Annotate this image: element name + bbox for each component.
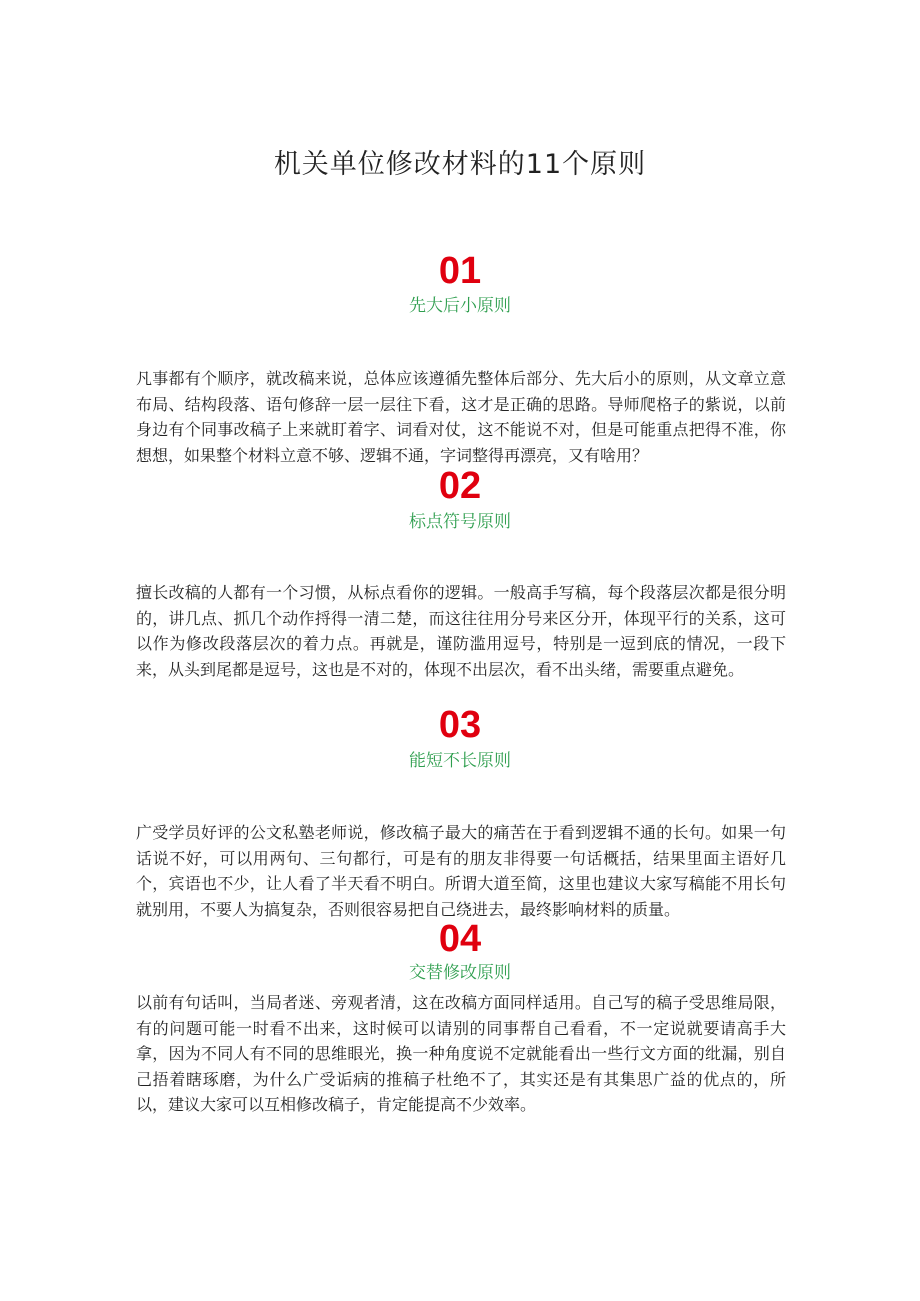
section-body-03: 广受学员好评的公文私塾老师说，修改稿子最大的痛苦在于看到逻辑不通的长句。如果一句话说不好，可以用两句、三句都行，可是有的朋友非得要一句话概括，结果里面主语好几个，宾语也不少，让人看了半天看不明白。所谓大道至简，这里也建议大家写稿能不用长句就别用，不要人为搞复杂，否则很容易把自己绕进去，最终影响材料的质量。 [136,823,786,919]
page-title: 机关单位修改材料的11个原则 [273,149,647,180]
section-number-02: 02 [438,465,482,507]
section-body-04: 以前有句话叫，当局者迷、旁观者清，这在改稿方面同样适用。自己写的稿子受思维局限，有的问题可能一时看不出来，这时候可以请别的同事帮自己看看，不一定说就要请高手大拿，因为不同人有不同的思维眼光，换一种角度说不定就能看出一些行文方面的纰漏，别自己捂着瞎琢磨，为什么广受诟病的推稿子杜绝不了，其实还是有其集思广益的优点的，所以，建议大家可以互相修改稿子，肯定能提高不少效率。 [136,993,786,1114]
section-number-03: 03 [438,704,482,746]
section-body-01: 凡事都有个顺序，就改稿来说，总体应该遵循先整体后部分、先大后小的原则，从文章立意布局、结构段落、语句修辞一层一层往下看，这才是正确的思路。导师爬格子的紫说，以前身边有个同事改稿子上来就盯着字、词看对仗，这不能说不对，但是可能重点把得不准，你想想，如果整个材料立意不够、逻辑不通，字词整得再漂亮，又有啥用？ [136,369,786,465]
section-number-01: 01 [438,250,482,292]
section-heading-04: 交替修改原则 [409,963,511,983]
section-heading-02: 标点符号原则 [409,512,511,532]
section-body-02: 擅长改稿的人都有一个习惯，从标点看你的逻辑。一般高手写稿，每个段落层次都是很分明的，讲几点、抓几个动作捋得一清二楚，而这往往用分号来区分开，体现平行的关系，这可以作为修改段落层次的着力点。再就是，谨防滥用逗号，特别是一逗到底的情况，一段下来，从头到尾都是逗号，这也是不对的，体现不出层次，看不出头绪，需要重点避免。 [136,583,786,679]
section-number-04: 04 [438,918,482,960]
section-heading-03: 能短不长原则 [409,751,511,771]
section-heading-01: 先大后小原则 [409,296,511,316]
